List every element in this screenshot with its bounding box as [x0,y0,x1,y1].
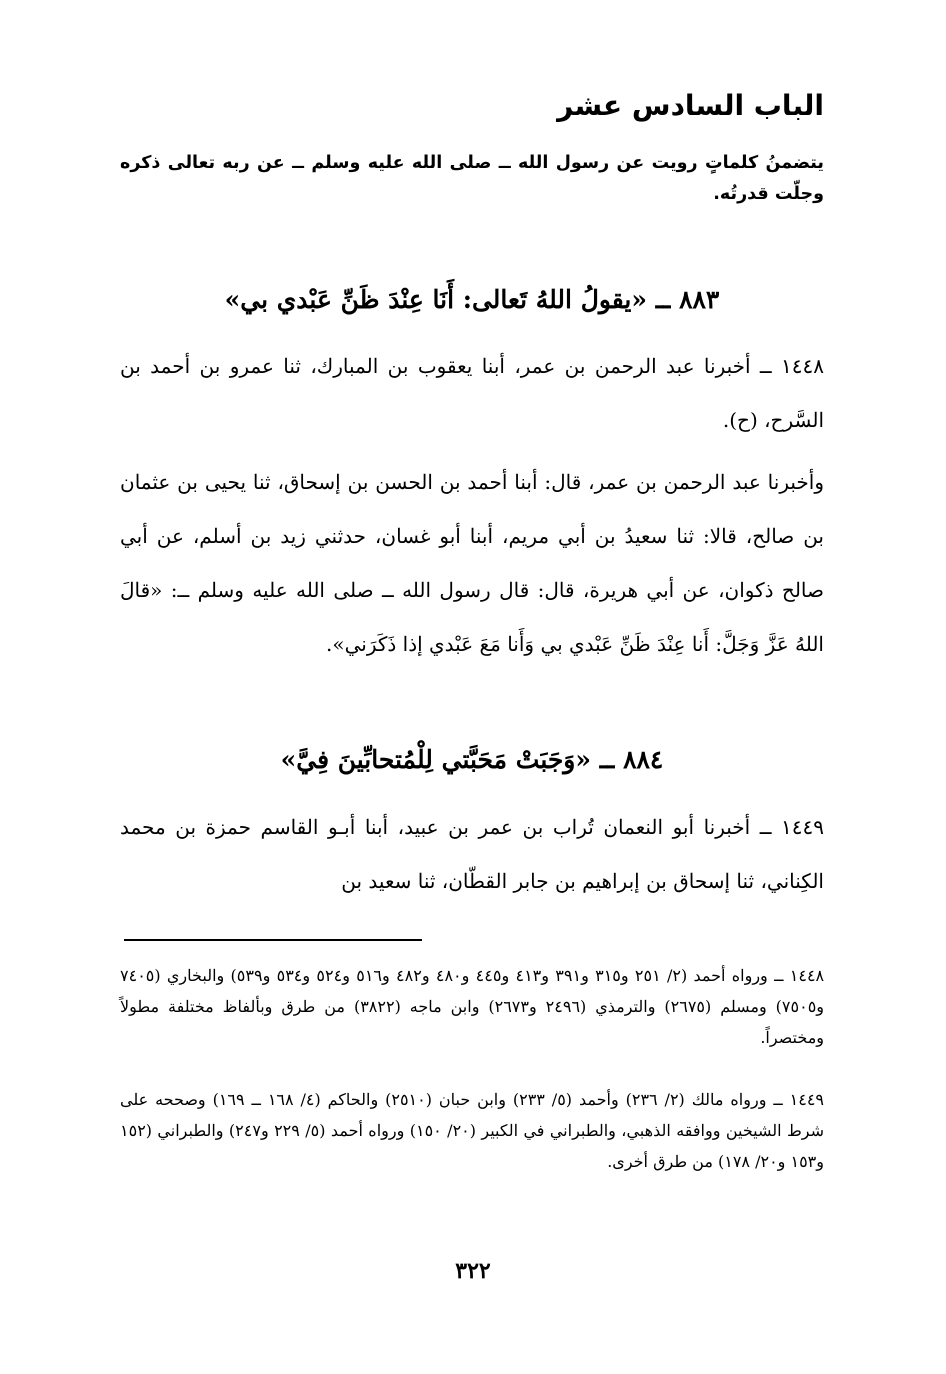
hadith-paragraph-continuation: وأخبرنا عبد الرحمن بن عمر، قال: أبنا أحمد بن الحسن بن إسحاق، ثنا يحيى بن عثمان بن صالح، قالا: ثنا سعيدُ بن أبي مريم، أبنا أبو غسان، حدثني زيد بن أسلم، عن أبي صالح ذكوان، عن أبي هريرة، قال: قال رسول الله ــ صلى الله عليه وسلم ــ: «قالَ اللهُ عَزَّ وَجَلَّ: أَنا عِنْدَ ظَنِّ عَبْدي بي وَأَنا مَعَ عَبْدي إذا ذَكَرَني». [120,470,824,656]
hadith-paragraph-1449: ١٤٤٩ ــ أخبرنا أبو النعمان تُراب بن عمر بن عبيد، أبنا أبـو القاسم حمزة بن محمد الكِناني، ثنا إسحاق بن إبراهيم بن جابر القطّان، ثنا سعيد بن [120,815,824,893]
hadith-paragraph-1448: ١٤٤٨ ــ أخبرنا عبد الرحمن بن عمر، أبنا يعقوب بن المبارك، ثنا عمرو بن أحمد بن السَّرح، (ح). [120,354,824,432]
footnote-1448: ١٤٤٨ ــ ورواه أحمد (٢/ ٢٥١ و٣١٥ و٣٩١ و٤١٣ و٤٤٥ و٤٨٠ و٤٨٢ و٥١٦ و٥٢٤ و٥٣٤ و٥٣٩) والبخاري (٧٤٠٥ و٧٥٠٥) ومسلم (٢٦٧٥) والترمذي (٢٤٩٦ و٢٦٧٣) وابن ماجه (٣٨٢٢) من طرق وبألفاظ مختلفة مطولاً ومختصراً. [120,966,825,1047]
chapter-intro: يتضمنُ كلماتٍ رويت عن رسول الله ــ صلى الله عليه وسلم ــ عن ربه تعالى ذكره وجلّت قدرتُه. [120,153,824,204]
page-number: ٣٢٢ [455,1258,491,1284]
footnote-1449: ١٤٤٩ ــ ورواه مالك (٢/ ٢٣٦) وأحمد (٥/ ٢٣٣) وابن حبان (٢٥١٠) والحاكم (٤/ ١٦٨ ــ ١٦٩) وصححه على شرط الشيخين ووافقه الذهبي، والطبراني في الكبير (٢٠/ ١٥٠) ورواه أحمد (٥/ ٢٢٩ و٢٤٧) والطبراني (١٥٢ و١٥٣ و٢٠/ ١٧٨) من طرق أخرى. [120,1090,825,1171]
footnote-divider [124,939,422,941]
section-heading-884: ٨٨٤ ــ «وَجَبَتْ مَحَبَّتي لِلْمُتحابِّينَ فِيَّ» [280,745,664,774]
chapter-title: الباب السادس عشر [557,89,824,122]
section-heading-883: ٨٨٣ ــ «يقولُ اللهُ تَعالى: أَنَا عِنْدَ ظَنِّ عَبْدي بي» [224,285,720,314]
